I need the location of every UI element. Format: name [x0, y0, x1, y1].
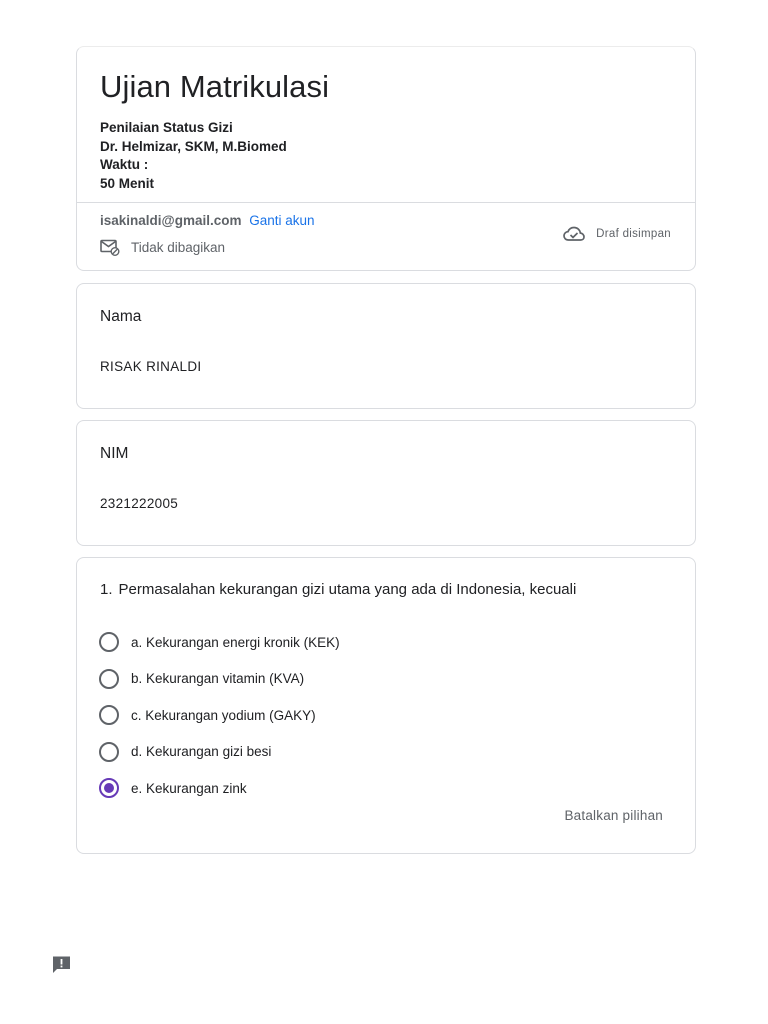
question-number: 1. — [100, 581, 113, 598]
description-line: Penilaian Status Gizi — [100, 120, 233, 135]
question-card-1 — [76, 557, 696, 854]
radio-option[interactable] — [99, 661, 340, 698]
radio-option[interactable] — [99, 697, 340, 734]
option-label: a. Kekurangan energi kronik (KEK) — [131, 634, 340, 650]
form-title: Ujian Matrikulasi — [100, 69, 330, 104]
radio-button[interactable] — [99, 632, 119, 652]
radio-option[interactable] — [99, 624, 340, 661]
radio-group — [99, 624, 340, 807]
description-line: Dr. Helmizar, SKM, M.Biomed — [100, 138, 287, 154]
clear-selection-button[interactable]: Batalkan pilihan — [564, 808, 663, 823]
option-label: d. Kekurangan gizi besi — [131, 744, 272, 760]
not-shared-status — [100, 238, 225, 256]
text-answer: RISAK RINALDI — [100, 359, 202, 374]
option-label: c. Kekurangan yodium (GAKY) — [131, 707, 316, 723]
description-line: Waktu : — [100, 157, 149, 172]
radio-button[interactable] — [99, 778, 119, 798]
question-card-nim — [76, 420, 696, 546]
question-title: Nama — [100, 308, 142, 325]
form-header-card — [76, 46, 696, 271]
radio-button[interactable] — [99, 669, 119, 689]
form-description — [100, 119, 287, 193]
not-shared-label: Tidak dibagikan — [131, 239, 226, 255]
account-row — [100, 213, 315, 228]
cloud-done-icon — [562, 224, 586, 244]
header-divider — [77, 202, 695, 203]
radio-button[interactable] — [99, 742, 119, 762]
report-icon[interactable] — [51, 955, 72, 974]
draft-status — [562, 224, 671, 244]
question-text: Permasalahan kekurangan gizi utama yang ada di Indonesia, kecuali — [118, 581, 577, 598]
mail-lock-icon — [100, 238, 120, 256]
option-label: b. Kekurangan vitamin (KVA) — [131, 671, 305, 687]
account-email: isakinaldi@gmail.com — [100, 213, 242, 228]
question-title — [100, 581, 576, 598]
text-answer: 2321222005 — [100, 496, 179, 511]
option-label: e. Kekurangan zink — [131, 780, 247, 796]
question-title: NIM — [100, 445, 129, 462]
radio-option[interactable] — [99, 734, 340, 771]
description-line: 50 Menit — [100, 175, 155, 191]
question-card-nama — [76, 283, 696, 409]
switch-account-link[interactable]: Ganti akun — [249, 213, 315, 228]
radio-button[interactable] — [99, 705, 119, 725]
draft-label: Draf disimpan — [596, 228, 671, 240]
radio-option[interactable] — [99, 770, 340, 807]
